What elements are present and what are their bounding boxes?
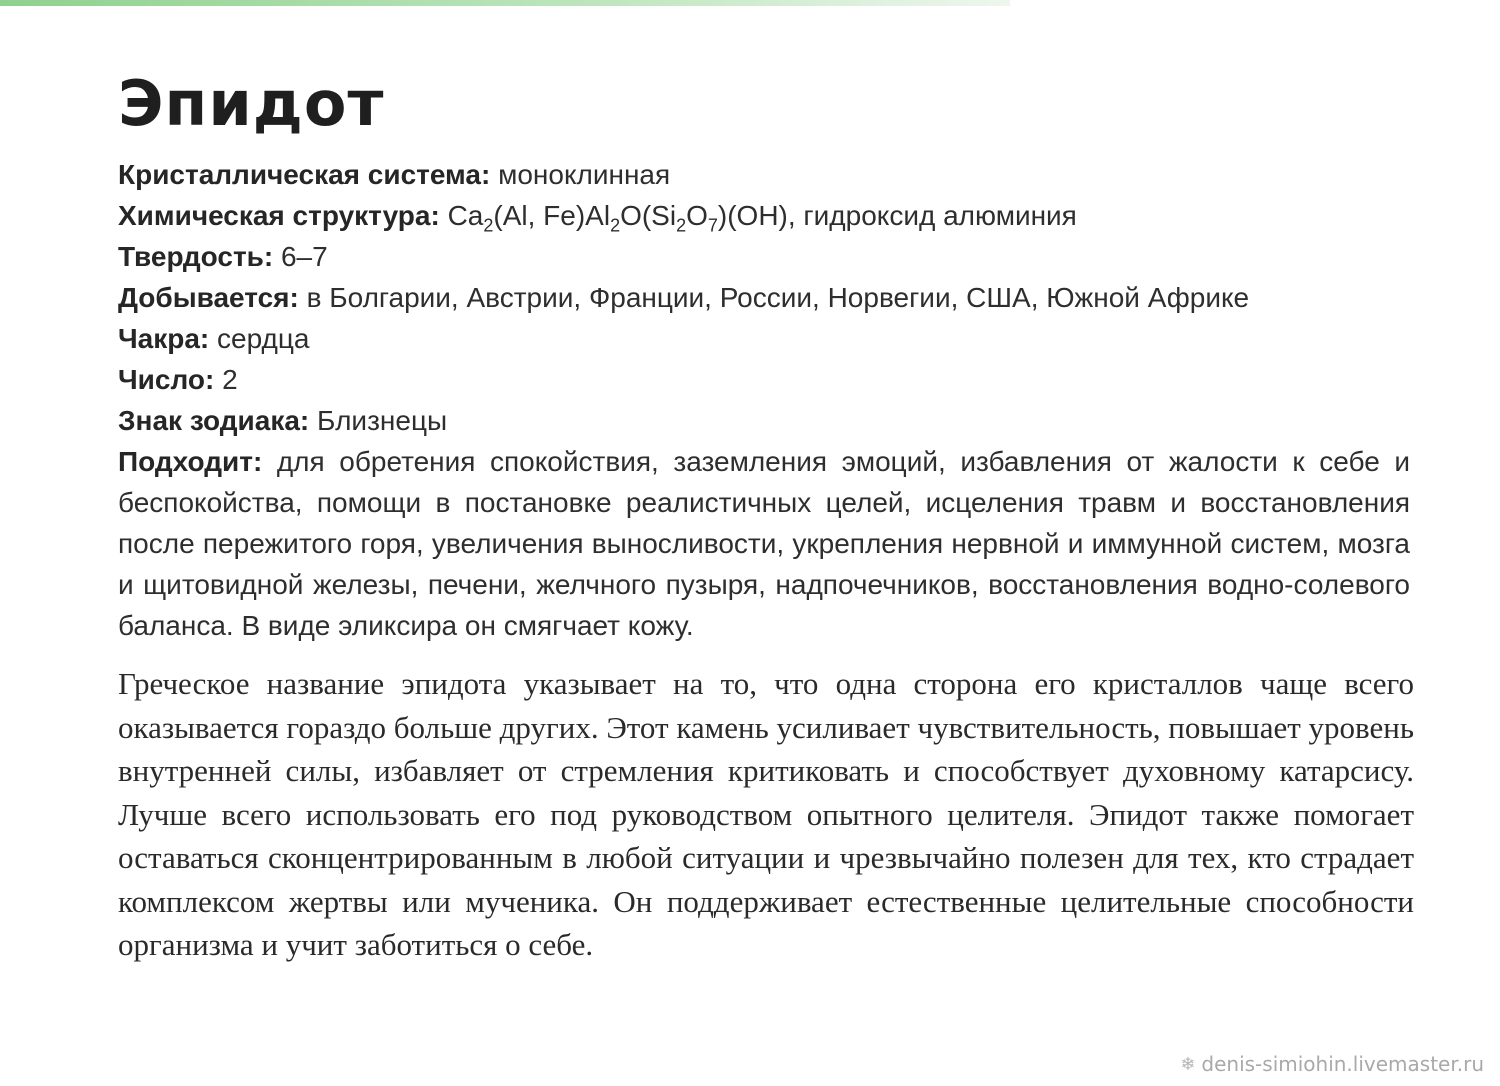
chemical-formula: $Ca_2(Al$, $Fe)Al_2O(Si_2O_7)(OH)$: [447, 200, 788, 236]
properties-list: [118, 154, 1418, 646]
property-crystal-system: [118, 154, 1418, 195]
property-chemical-structure: [118, 195, 1418, 236]
property-zodiac: [118, 400, 1418, 441]
property-value: для обретения спокойствия, заземления эмоций, избавления от жалости к себе и беспокойства, помощи в постановке реалистичных целей, исцеления травм и восстановления после пережитого горя, увеличения выносливости, укрепления нервной и иммунной систем, мозга и щитовидной железы, печени, желчного пузыря, надпочечников, восстановления водно-солевого баланса. В виде эликсира он смягчает кожу.: [118, 446, 1410, 641]
property-value: , гидроксид алюминия: [787, 200, 1077, 231]
snowflake-icon: ❄: [1180, 1053, 1196, 1075]
property-label: Химическая структура:: [118, 200, 440, 231]
property-number: [118, 359, 1418, 400]
top-accent-line: [0, 0, 1010, 6]
watermark-text: denis-simiohin.livemaster.ru: [1201, 1052, 1484, 1076]
property-hardness: [118, 236, 1418, 277]
page-title: Эпидот: [118, 67, 385, 140]
property-value: моноклинная: [498, 159, 671, 190]
property-chakra: [118, 318, 1418, 359]
watermark: [1180, 1052, 1484, 1076]
property-label: Число:: [118, 364, 215, 395]
property-mined: [118, 277, 1418, 318]
property-label: Чакра:: [118, 323, 210, 354]
property-value: 2: [222, 364, 238, 395]
property-label: Добывается:: [118, 282, 299, 313]
property-value: Близнецы: [317, 405, 448, 436]
property-label: Кристаллическая система:: [118, 159, 491, 190]
property-label: Твердость:: [118, 241, 274, 272]
property-value: 6–7: [280, 241, 328, 272]
property-value: сердца: [217, 323, 310, 354]
property-label: Знак зодиака:: [118, 405, 310, 436]
property-suits: [118, 441, 1410, 646]
property-value: в Болгарии, Австрии, Франции, России, Норвегии, США, Южной Африке: [306, 282, 1250, 313]
description-paragraph: Греческое название эпидота указывает на то, что одна сторона его кристаллов чаще всего оказывается гораздо больше других. Этот камень усиливает чувствительность, повышает уровень внутренней силы, избавляет от стремления критиковать и способствует духовному катарсису. Лучше всего использовать его под руководством опытного целителя. Эпидот также помогает оставаться сконцентрированным в любой ситуации и чрезвычайно полезен для тех, кто страдает комплексом жертвы или мученика. Он поддерживает естественные целительные способности организма и учит заботиться о себе.: [118, 666, 1414, 962]
property-label: Подходит:: [118, 446, 263, 477]
